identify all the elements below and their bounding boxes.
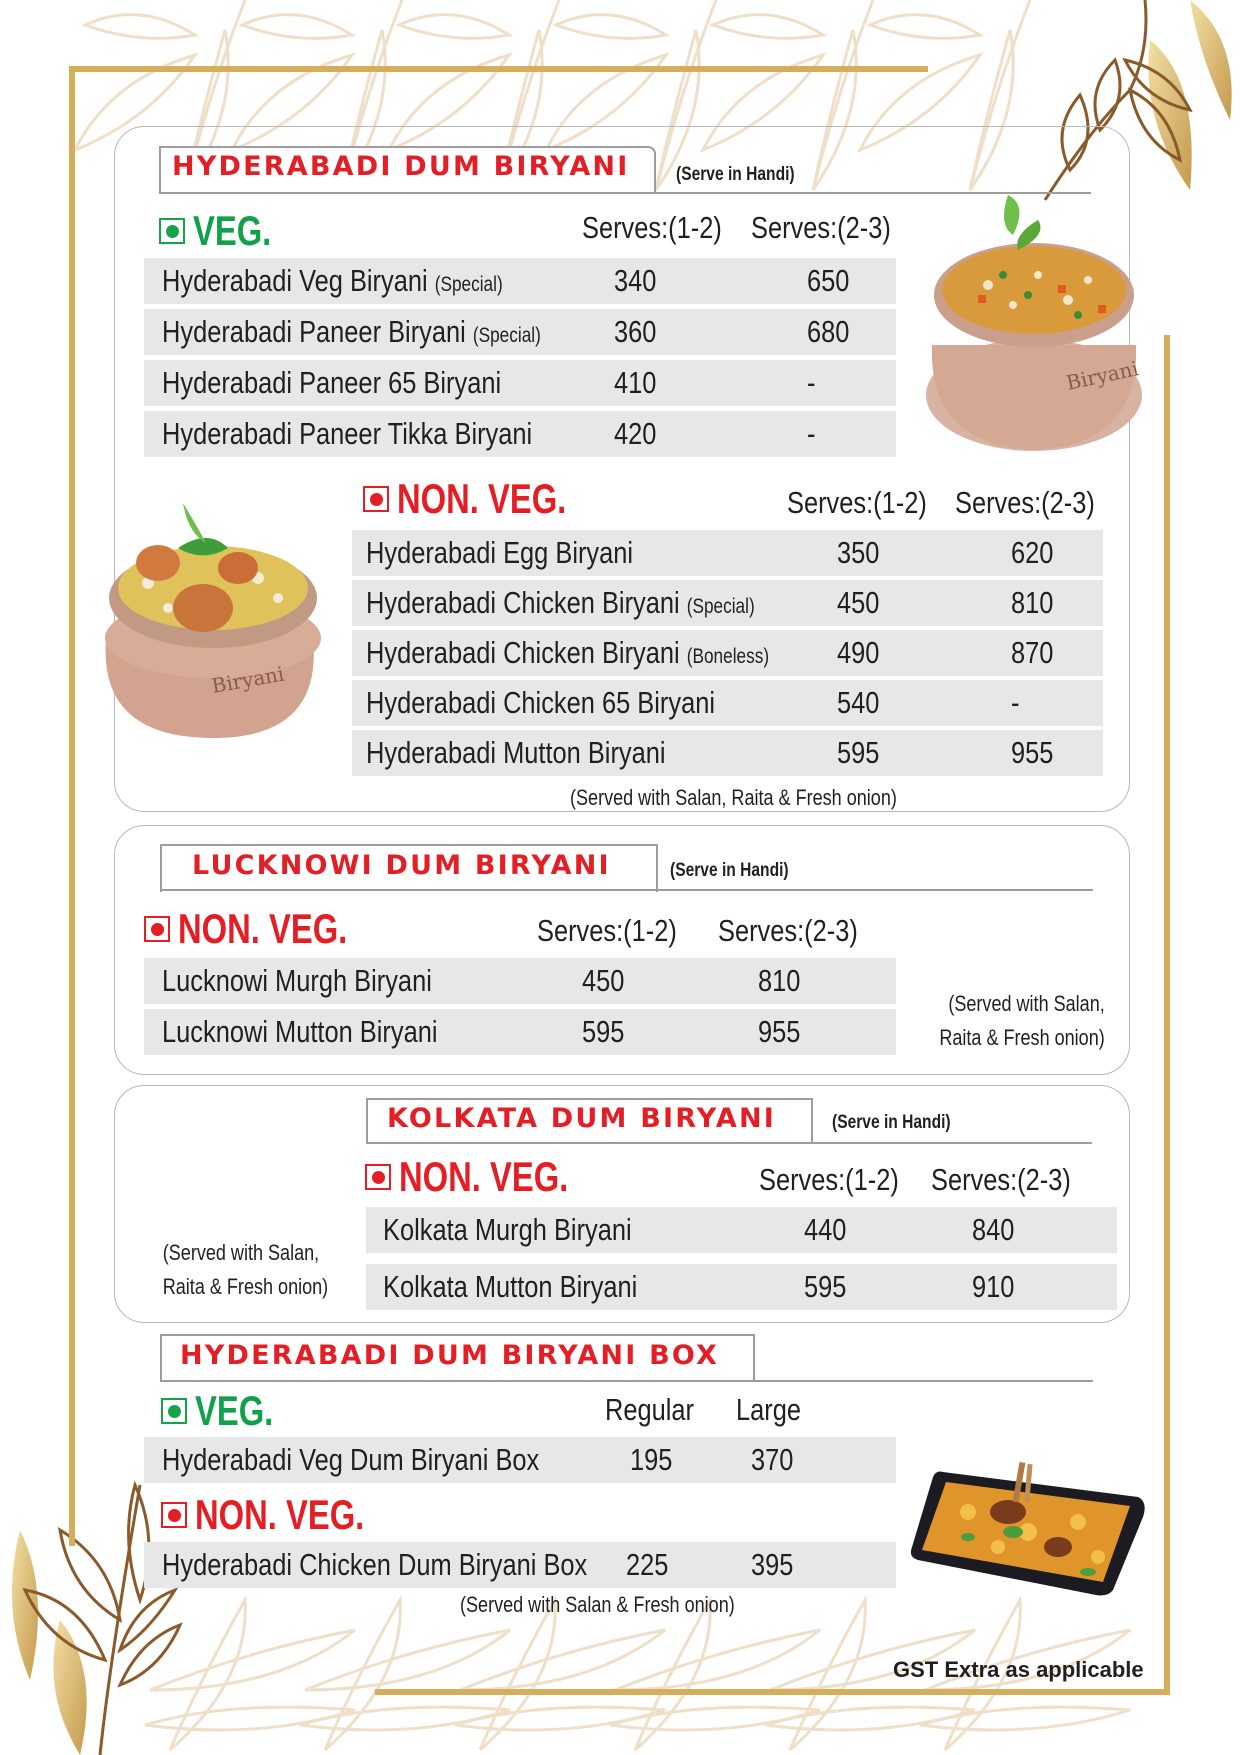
menu-item-row: Hyderabadi Egg Biryani 350 620 [352, 530, 1103, 576]
section-title-rule [366, 1142, 1092, 1144]
price-serves-2-3: 680 [807, 314, 850, 349]
frame-bottom [375, 1689, 1170, 1695]
served-with-note: (Served with Salan, Raita & Fresh onion) [939, 991, 1105, 1050]
menu-item-row: Hyderabadi Paneer Biryani (Special) 360 680 [144, 309, 896, 355]
svg-text:Biryani: Biryani [209, 661, 286, 698]
price-serves-1-2: 490 [837, 635, 880, 670]
section-title-rule [160, 889, 1093, 891]
price-serves-1-2: 440 [804, 1212, 847, 1247]
column-header-serves-2-3: Serves:(2-3) [718, 913, 858, 948]
veg-symbol-icon [161, 1398, 187, 1424]
price-large: 395 [751, 1547, 794, 1582]
category-nonveg: NON. VEG. [363, 475, 614, 523]
menu-item-row: Kolkata Mutton Biryani 595 910 [366, 1264, 1117, 1310]
menu-item-row: Lucknowi Murgh Biryani 450 810 [144, 958, 896, 1004]
menu-item-row: Kolkata Murgh Biryani 440 840 [366, 1207, 1117, 1253]
svg-text:Biryani: Biryani [1064, 356, 1141, 395]
served-with-note: (Served with Salan & Fresh onion) [460, 1592, 735, 1617]
menu-item-row: Hyderabadi Paneer Tikka Biryani 420 - [144, 411, 896, 457]
menu-item-row: Hyderabadi Chicken 65 Biryani 540 - [352, 680, 1103, 726]
price-serves-1-2: 540 [837, 685, 880, 720]
price-serves-1-2: 595 [804, 1269, 847, 1304]
column-header-serves-1-2: Serves:(1-2) [582, 210, 722, 245]
price-serves-2-3: - [807, 365, 816, 400]
category-nonveg: NON. VEG. [365, 1153, 616, 1201]
gst-note: GST Extra as applicable [893, 1657, 1144, 1682]
menu-item-row: Hyderabadi Mutton Biryani 595 955 [352, 730, 1103, 776]
price-serves-2-3: 840 [972, 1212, 1015, 1247]
nonveg-symbol-icon [363, 486, 389, 512]
price-serves-1-2: 420 [614, 416, 657, 451]
price-serves-2-3: 650 [807, 263, 850, 298]
nonveg-symbol-icon [161, 1502, 187, 1528]
column-header-serves-1-2: Serves:(1-2) [537, 913, 677, 948]
price-serves-2-3: 810 [1011, 585, 1054, 620]
menu-item-row: Hyderabadi Veg Biryani (Special) 340 650 [144, 258, 896, 304]
menu-item-row: Hyderabadi Chicken Biryani (Boneless) 490 870 [352, 630, 1103, 676]
price-regular: 225 [626, 1547, 669, 1582]
frame-left [69, 66, 75, 1546]
price-large: 370 [751, 1442, 794, 1477]
menu-item-row: Hyderabadi Chicken Dum Biryani Box 225 395 [144, 1542, 896, 1588]
price-serves-1-2: 450 [582, 963, 625, 998]
price-serves-1-2: 595 [837, 735, 880, 770]
chicken-biryani-handi-image [88, 488, 338, 743]
section-title: HYDERABADI DUM BIRYANI BOX [180, 1340, 720, 1371]
price-serves-2-3: - [1011, 685, 1020, 720]
menu-item-row: Hyderabadi Paneer 65 Biryani 410 - [144, 360, 896, 406]
price-serves-1-2: 595 [582, 1014, 625, 1049]
price-serves-2-3: 810 [758, 963, 801, 998]
column-header-serves-1-2: Serves:(1-2) [759, 1162, 899, 1197]
category-nonveg: NON. VEG. [144, 905, 395, 953]
price-serves-2-3: 620 [1011, 535, 1054, 570]
column-header-regular: Regular [605, 1392, 695, 1427]
menu-item-row: Hyderabadi Chicken Biryani (Special) 450 810 [352, 580, 1103, 626]
veg-biryani-handi-image [918, 195, 1150, 455]
nonveg-symbol-icon [365, 1164, 391, 1190]
veg-symbol-icon [159, 218, 185, 244]
section-title: HYDERABADI DUM BIRYANI [172, 151, 630, 182]
column-header-serves-1-2: Serves:(1-2) [787, 485, 927, 520]
serve-note: (Serve in Handi) [676, 164, 795, 185]
category-veg: VEG. [159, 207, 293, 255]
price-serves-2-3: 870 [1011, 635, 1054, 670]
column-header-serves-2-3: Serves:(2-3) [751, 210, 891, 245]
price-serves-1-2: 450 [837, 585, 880, 620]
section-title: KOLKATA DUM BIRYANI [387, 1103, 777, 1134]
price-serves-1-2: 340 [614, 263, 657, 298]
menu-item-row: Lucknowi Mutton Biryani 595 955 [144, 1009, 896, 1055]
column-header-large: Large [736, 1392, 802, 1427]
price-serves-1-2: 410 [614, 365, 657, 400]
price-serves-2-3: 955 [1011, 735, 1054, 770]
price-serves-2-3: - [807, 416, 816, 451]
category-veg: VEG. [161, 1387, 295, 1435]
price-serves-1-2: 360 [614, 314, 657, 349]
frame-right [1164, 335, 1170, 1695]
category-nonveg: NON. VEG. [161, 1491, 412, 1539]
price-serves-2-3: 955 [758, 1014, 801, 1049]
column-header-serves-2-3: Serves:(2-3) [955, 485, 1095, 520]
column-header-serves-2-3: Serves:(2-3) [931, 1162, 1071, 1197]
section-title-rule [160, 1380, 1093, 1382]
biryani-box-image [908, 1462, 1146, 1597]
nonveg-symbol-icon [144, 916, 170, 942]
section-title-rule [159, 192, 1091, 194]
served-with-note: (Served with Salan, Raita & Fresh onion) [570, 785, 897, 810]
price-regular: 195 [630, 1442, 673, 1477]
serve-note: (Serve in Handi) [670, 860, 789, 881]
section-title: LUCKNOWI DUM BIRYANI [192, 850, 611, 881]
menu-item-row: Hyderabadi Veg Dum Biryani Box 195 370 [144, 1437, 896, 1483]
price-serves-1-2: 350 [837, 535, 880, 570]
price-serves-2-3: 910 [972, 1269, 1015, 1304]
serve-note: (Serve in Handi) [832, 1112, 951, 1133]
frame-top [69, 66, 928, 72]
served-with-note: (Served with Salan, Raita & Fresh onion) [162, 1240, 329, 1299]
